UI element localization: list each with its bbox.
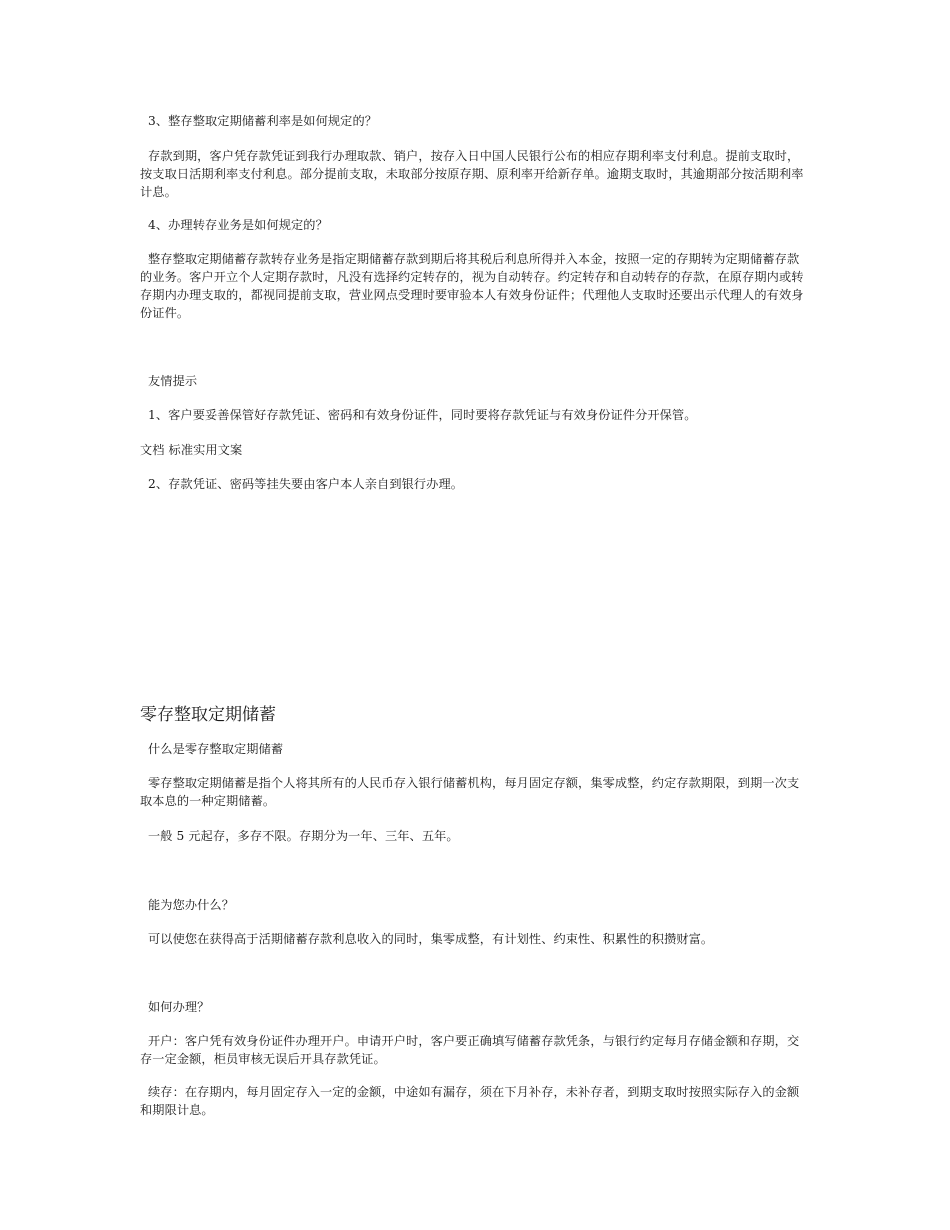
what-is-answer: 零存整取定期储蓄是指个人将其所有的人民币存入银行储蓄机构，每月固定存额，集零成整，约定存款期限，到期一次支取本息的一种定期储蓄。 [140, 776, 800, 808]
open-account: 开户：客户凭有效身份证件办理开户。申请开户时，客户要正确填写储蓄存款凭条，与银行约定每月存储金额和存期，交存一定金额，柜员审核无误后开具存款凭证。 [140, 1034, 800, 1066]
question-3-title: 3、整存整取定期储蓄利率是如何规定的？ [148, 114, 378, 128]
document-watermark: 文档 标准实用文案 [140, 443, 243, 457]
question-3-answer: 存款到期，客户凭存款凭证到我行办理取款、销户，按存入日中国人民银行公布的相应存期利率支付利息。提前支取时，按支取日活期利率支付利息。部分提前支取，未取部分按原存期、原利率开给新存单。逾期支取时，其逾期部分按活期利率计息。 [140, 149, 804, 199]
question-4-answer: 整存整取定期储蓄存款转存业务是指定期储蓄存款到期后将其税后利息所得并入本金，按照一定的存期转为定期储蓄存款的业务。客户开立个人定期存款时，凡没有选择约定转存的，视为自动转存。约定转存和自动转存的存款，在原存期内或转存期内办理支取的，都视同提前支取，营业网点受理时要审验本人有效身份证件；代理他人支取时还要出示代理人的有效身份证件。 [140, 252, 804, 320]
section-heading-zero-deposit: 零存整取定期储蓄 [140, 705, 276, 725]
what-is-title: 什么是零存整取定期储蓄 [148, 742, 284, 756]
benefit-title: 能为您办什么？ [148, 898, 235, 912]
start-amount: 一般 5 元起存，多存不限。存期分为一年、三年、五年。 [148, 829, 459, 843]
benefit-answer: 可以使您在获得高于活期储蓄存款利息收入的同时，集零成整，有计划性、约束性、积累性的积攒财富。 [148, 932, 714, 946]
tip-1: 1、客户要妥善保管好存款凭证、密码和有效身份证件，同时要将存款凭证与有效身份证件分开保管。 [148, 408, 697, 422]
tips-title: 友情提示 [148, 374, 198, 388]
continue-deposit: 续存：在存期内，每月固定存入一定的金额，中途如有漏存，须在下月补存，未补存者，到期支取时按照实际存入的金额和期限计息。 [140, 1085, 800, 1117]
question-4-title: 4、办理转存业务是如何规定的？ [148, 218, 328, 232]
howto-title: 如何办理？ [148, 1000, 210, 1014]
tip-2: 2、存款凭证、密码等挂失要由客户本人亲自到银行办理。 [148, 477, 464, 491]
